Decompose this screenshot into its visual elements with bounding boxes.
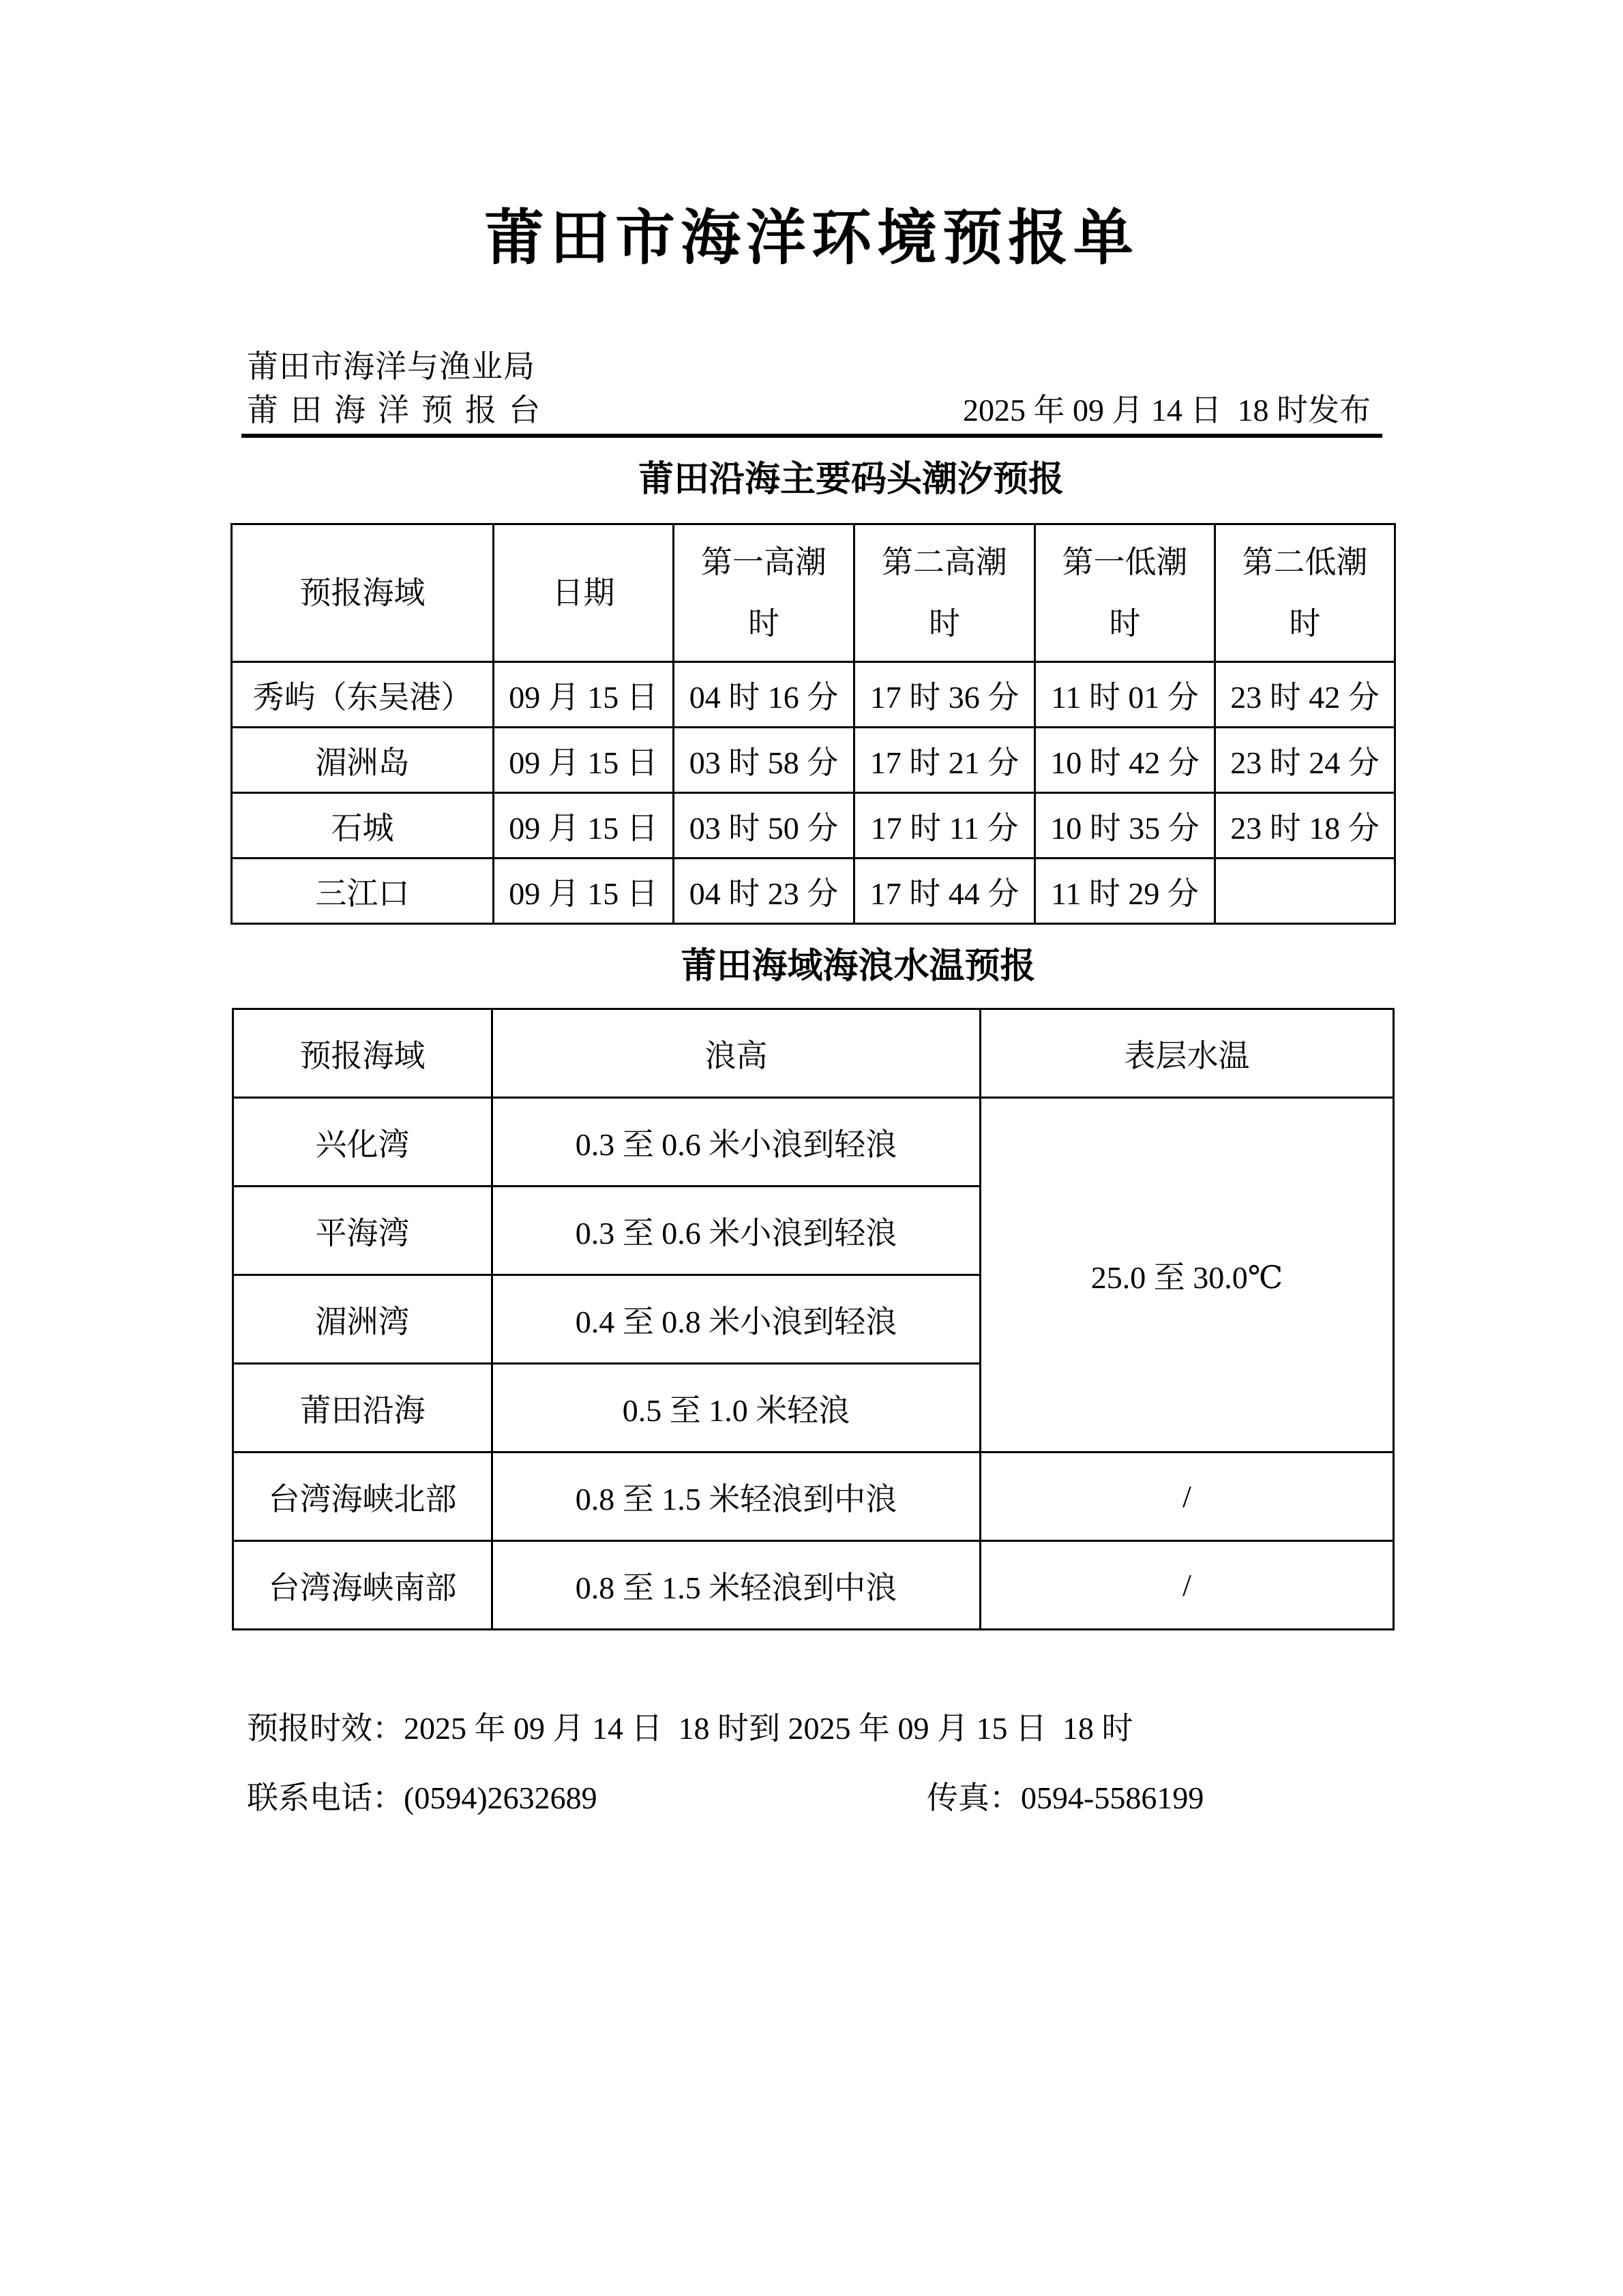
header-cell: 表层水温 bbox=[981, 1009, 1394, 1098]
area-cell: 三江口 bbox=[232, 859, 494, 924]
issuer-org: 莆田市海洋与渔业局 bbox=[247, 349, 535, 384]
wave-cell: 0.3 至 0.6 米小浪到轻浪 bbox=[492, 1187, 981, 1275]
time-cell: 23 时 18 分 bbox=[1215, 793, 1395, 859]
header-divider bbox=[241, 434, 1382, 438]
tide-table-header bbox=[232, 524, 1395, 662]
wave-cell: 0.4 至 0.8 米小浪到轻浪 bbox=[492, 1275, 981, 1364]
time-cell: 11 时 29 分 bbox=[1035, 859, 1215, 924]
header-label: 预报海域 bbox=[299, 575, 426, 610]
area-cell: 台湾海峡南部 bbox=[233, 1541, 492, 1630]
header-cell bbox=[494, 524, 674, 662]
wave-cell: 0.8 至 1.5 米轻浪到中浪 bbox=[492, 1452, 981, 1541]
area-cell: 石城 bbox=[232, 793, 494, 859]
area-cell: 湄洲湾 bbox=[233, 1275, 492, 1364]
area-cell: 台湾海峡北部 bbox=[233, 1452, 492, 1541]
wave-table bbox=[232, 1008, 1395, 1630]
issuer-station-char: 报 bbox=[465, 393, 496, 428]
table-row bbox=[232, 859, 1395, 924]
wave-cell: 0.3 至 0.6 米小浪到轻浪 bbox=[492, 1098, 981, 1187]
header-label: 时 bbox=[1289, 606, 1321, 641]
contact-phone: 联系电话：(0594)2632689 bbox=[247, 1780, 597, 1815]
date-cell: 09 月 15 日 bbox=[494, 728, 674, 793]
issuer-station-char: 海 bbox=[334, 393, 366, 428]
time-cell: 03 时 58 分 bbox=[674, 728, 854, 793]
area-cell: 兴化湾 bbox=[233, 1098, 492, 1187]
header-label: 时 bbox=[929, 606, 960, 641]
header-label: 时 bbox=[1109, 606, 1141, 641]
area-cell: 湄洲岛 bbox=[232, 728, 494, 793]
time-cell: 17 时 44 分 bbox=[854, 859, 1035, 924]
header-cell bbox=[854, 524, 1035, 662]
time-cell: 11 时 01 分 bbox=[1035, 662, 1215, 728]
header-cell: 预报海域 bbox=[233, 1009, 492, 1098]
issuer-station-char: 台 bbox=[509, 393, 540, 428]
time-cell: 23 时 24 分 bbox=[1215, 728, 1395, 793]
time-cell: 04 时 23 分 bbox=[674, 859, 854, 924]
header-label: 第一低潮 bbox=[1062, 544, 1188, 580]
table-row bbox=[232, 728, 1395, 793]
time-cell: 10 时 35 分 bbox=[1035, 793, 1215, 859]
header-label: 第二低潮 bbox=[1242, 544, 1368, 580]
time-cell: 17 时 36 分 bbox=[854, 662, 1035, 728]
issuer-station-char: 洋 bbox=[378, 393, 409, 428]
water-temp-cell: / bbox=[981, 1452, 1394, 1541]
time-cell: 04 时 16 分 bbox=[674, 662, 854, 728]
issuer-station-char: 预 bbox=[421, 393, 453, 428]
table-row bbox=[233, 1098, 1394, 1187]
header-cell bbox=[1215, 524, 1395, 662]
time-cell: 10 时 42 分 bbox=[1035, 728, 1215, 793]
date-cell: 09 月 15 日 bbox=[494, 793, 674, 859]
contact-fax: 传真：0594-5586199 bbox=[927, 1780, 1204, 1815]
table-row bbox=[232, 793, 1395, 859]
wave-table-heading: 莆田海域海浪水温预报 bbox=[681, 947, 1036, 986]
area-cell: 秀屿（东吴港） bbox=[232, 662, 494, 728]
header-label: 第二高潮 bbox=[882, 544, 1007, 580]
wave-cell: 0.8 至 1.5 米轻浪到中浪 bbox=[492, 1541, 981, 1630]
header-cell bbox=[1035, 524, 1215, 662]
table-row bbox=[233, 1452, 1394, 1541]
water-temp-cell: 25.0 至 30.0℃ bbox=[981, 1098, 1394, 1452]
time-cell bbox=[1215, 859, 1395, 924]
header-cell: 浪高 bbox=[492, 1009, 981, 1098]
header-cell bbox=[674, 524, 854, 662]
issue-datetime: 2025 年 09 月 14 日 18 时发布 bbox=[963, 393, 1371, 428]
area-cell: 莆田沿海 bbox=[233, 1364, 492, 1452]
table-row bbox=[233, 1541, 1394, 1630]
page-title: 莆田市海洋环境预报单 bbox=[483, 206, 1139, 272]
header-cell bbox=[232, 524, 494, 662]
water-temp-cell: / bbox=[981, 1541, 1394, 1630]
header-label: 日期 bbox=[552, 575, 615, 610]
time-cell: 03 时 50 分 bbox=[674, 793, 854, 859]
forecast-validity: 预报时效：2025 年 09 月 14 日 18 时到 2025 年 09 月 15 日 18 时 bbox=[247, 1711, 1133, 1746]
date-cell: 09 月 15 日 bbox=[494, 662, 674, 728]
wave-cell: 0.5 至 1.0 米轻浪 bbox=[492, 1364, 981, 1452]
time-cell: 17 时 21 分 bbox=[854, 728, 1035, 793]
wave-table-header bbox=[233, 1009, 1394, 1098]
header-label: 时 bbox=[748, 606, 779, 641]
tide-table-heading: 莆田沿海主要码头潮汐预报 bbox=[638, 460, 1064, 499]
issuer-station-char: 田 bbox=[291, 393, 322, 428]
tide-table bbox=[230, 523, 1396, 925]
time-cell: 17 时 11 分 bbox=[854, 793, 1035, 859]
date-cell: 09 月 15 日 bbox=[494, 859, 674, 924]
issuer-station bbox=[247, 389, 540, 432]
table-row bbox=[232, 662, 1395, 728]
time-cell: 23 时 42 分 bbox=[1215, 662, 1395, 728]
header-label: 第一高潮 bbox=[701, 544, 827, 580]
area-cell: 平海湾 bbox=[233, 1187, 492, 1275]
issuer-station-char: 莆 bbox=[247, 393, 278, 428]
